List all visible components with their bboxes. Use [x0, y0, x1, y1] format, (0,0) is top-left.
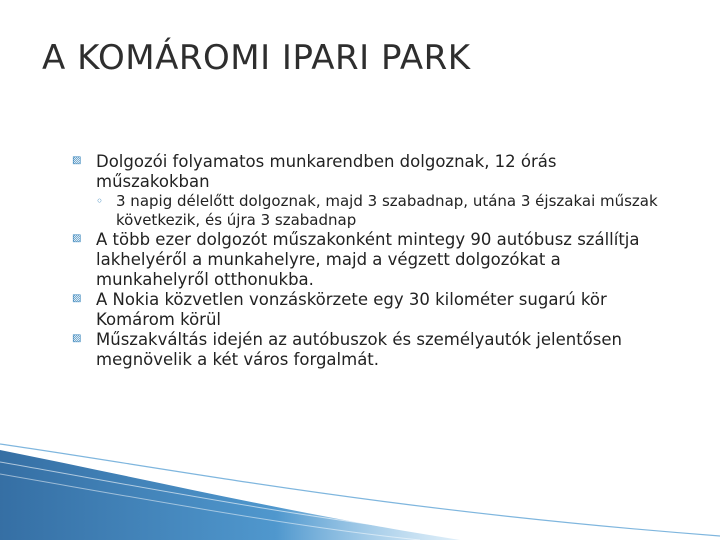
square-bullet-icon: ▨ — [72, 333, 82, 344]
ring-bullet-icon: ◦ — [96, 194, 104, 208]
square-bullet-icon: ▨ — [72, 155, 82, 166]
bullet-item — [72, 290, 662, 330]
sub-bullet-text: 3 napig délelőtt dolgoznak, majd 3 szabadnap, utána 3 éjszakai műszak következik, és újra 3 szabadnap — [116, 192, 658, 229]
square-bullet-icon: ▨ — [72, 233, 82, 244]
decorative-wave — [0, 440, 720, 540]
bullet-text: A több ezer dolgozót műszakonként mintegy 90 autóbusz szállítja lakhelyéről a munkahelyre, majd a végzett dolgozókat a munkahelyről otthonukba. — [96, 230, 640, 289]
bullet-text: Műszakváltás idején az autóbuszok és személyautók jelentősen megnövelik a két város forgalmát. — [96, 330, 622, 369]
bullet-item — [72, 152, 662, 192]
bullet-text: A Nokia közvetlen vonzáskörzete egy 30 kilométer sugarú kör Komárom körül — [96, 290, 607, 329]
square-bullet-icon: ▨ — [72, 293, 82, 304]
slide-title: A KOMÁROMI IPARI PARK — [42, 38, 471, 78]
bullet-list — [72, 152, 662, 370]
sub-bullet-item — [72, 192, 662, 230]
bullet-text: Dolgozói folyamatos munkarendben dolgoznak, 12 órás műszakokban — [96, 152, 557, 191]
bullet-item — [72, 330, 662, 370]
bullet-item — [72, 230, 662, 290]
